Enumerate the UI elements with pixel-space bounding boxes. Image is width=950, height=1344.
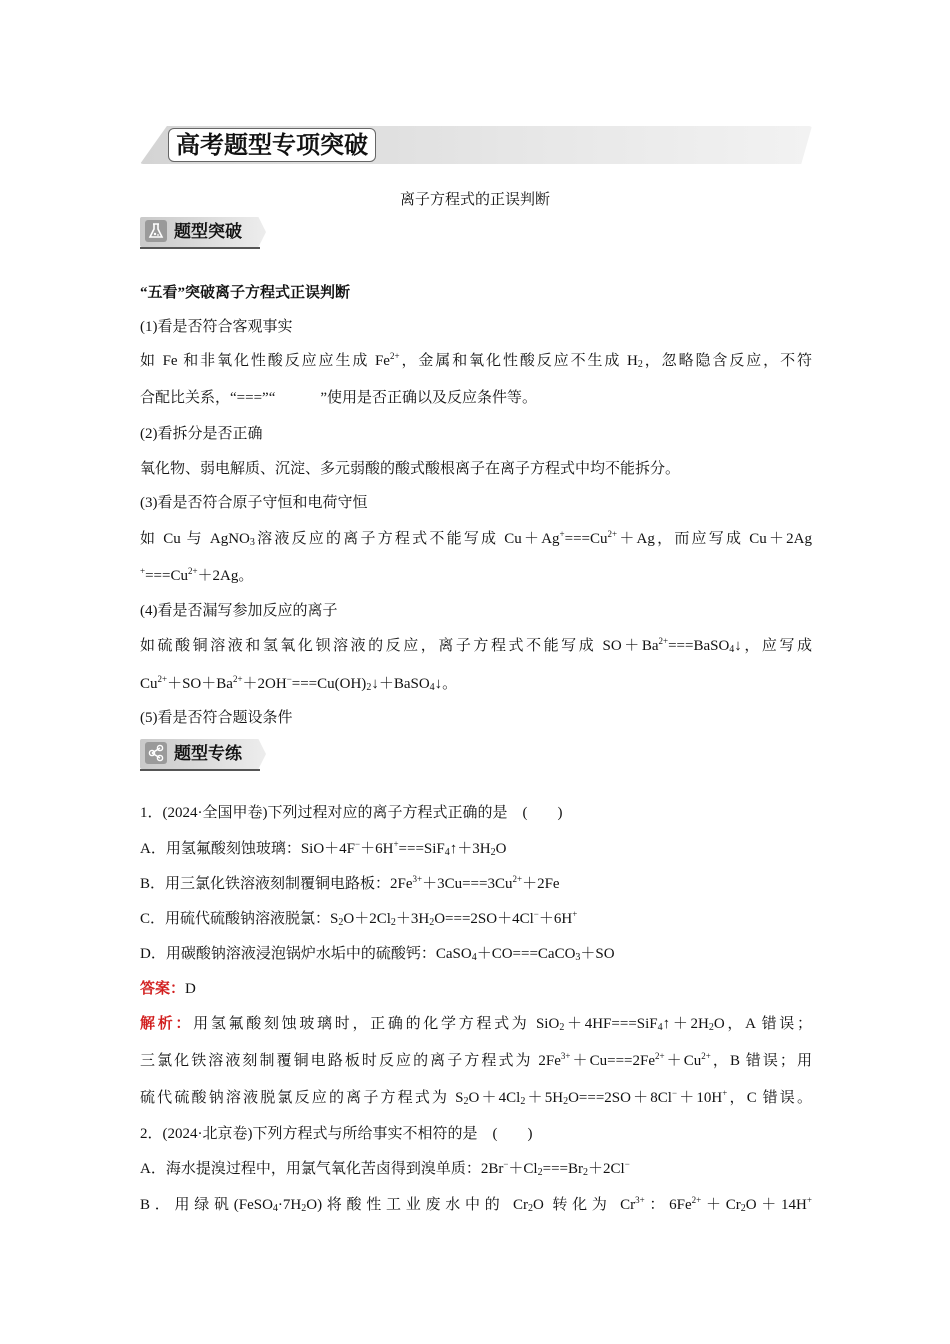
question-1-analysis-line-1: 解析：用氢氟酸刻蚀玻璃时，正确的化学方程式为 $SiO_2+4HF===SiF_4↑+2H_2O$，A 错误； [140,1016,812,1033]
point-4-title: (4)看是否漏写参加反应的离子 [140,603,338,619]
question-1-answer [140,978,812,1000]
answer-label: 答案： [140,981,186,997]
point-3-text-line-1: 如 Cu 与 AgNO$_3$溶液反应的离子方程式不能写成 $Cu+Ag^+===Cu^{2+}+Ag$，而应写成 Cu＋2Ag [140,529,812,548]
question-1-analysis-line-3: 硫代硫酸钠溶液脱氯反应的离子方程式为 $S_2O+4Cl_2+5H_2O===2SO+8Cl^-+10H^+$，C 错误。 [140,1088,812,1107]
section-banner [140,126,812,164]
question-1-analysis-line-2: 三氯化铁溶液刻制覆铜电路板时反应的离子方程式为 $2Fe^{3+}+Cu===2Fe^{2+}+Cu^{2+}$，B 错误；用 [140,1051,812,1069]
point-3-title: (3)看是否符合原子守恒和电荷守恒 [140,495,368,511]
point-1-title: (1)看是否符合客观事实 [140,319,293,335]
question-1-option-a: A．用氢氟酸刻蚀玻璃：$SiO+4F^-+6H^+===SiF_4↑+3H_2O$ [140,839,507,858]
point-1-text-line-2: 合配比关系，“===”“ ”使用是否正确以及反应条件等。 [140,390,538,406]
tag-question-type-breakthrough [140,217,266,247]
question-2-option-b: B．用绿矾$(FeSO_4\cdot 7H_2O)$将酸性工业废水中的 $Cr_2O$ 转化为 $Cr^{3+}$：$6Fe^{2+}+Cr_2O+14H^+$ [140,1195,812,1214]
question-1-stem: 1．(2024·全国甲卷)下列过程对应的离子方程式正确的是 ( ) [140,805,563,821]
point-4-text-line-1: 如硫酸铜溶液和氢氧化钡溶液的反应，离子方程式不能写成 $SO+Ba^{2+}===BaSO_4↓$，应写成 [140,636,812,655]
question-1-option-d: D．用碳酸钠溶液浸泡锅炉水垢中的硫酸钙：CaSO$_4$＋CO===CaCO$_3$＋SO [140,946,615,963]
point-3-text-line-2: $^+===Cu^{2+}+2Ag$。 [140,566,254,584]
point-2-title: (2)看拆分是否正确 [140,426,263,442]
point-2-text: 氧化物、弱电解质、沉淀、多元弱酸的酸式酸根离子在离子方程式中均不能拆分。 [140,461,681,477]
banner-title: 高考题型专项突破 [168,128,376,162]
answer-value: D [185,981,196,997]
section-heading: “五看”突破离子方程式正误判断 [140,285,351,301]
tag-label: 题型专练 [174,744,242,764]
share-nodes-icon [145,742,167,764]
point-5-title: (5)看是否符合题设条件 [140,710,293,726]
page-subtitle: 离子方程式的正误判断 [399,192,550,208]
point-4-text-line-2: $Cu^{2+}+SO+Ba^{2+}+2OH^-===Cu(OH)_2↓+BaSO_4↓$。 [140,674,458,693]
tag-label: 题型突破 [174,222,242,242]
flask-icon [145,220,167,242]
question-2-stem: 2．(2024·北京卷)下列方程式与所给事实不相符的是 ( ) [140,1126,533,1142]
question-2-option-a: A．海水提溴过程中，用氯气氧化苦卤得到溴单质：$2Br^-+Cl_2===Br_2+2Cl^-$ [140,1159,630,1178]
analysis-label: 解析： [140,1016,194,1032]
question-1-option-b: B．用三氯化铁溶液刻制覆铜电路板：$2Fe^{3+}+3Cu===3Cu^{2+}+2Fe$ [140,874,560,892]
point-1-text-line-1: 如 Fe 和非氧化性酸反应应生成 $Fe^{2+}$，金属和氧化性酸反应不生成 $H_2$，忽略隐含反应，不符 [140,351,812,370]
tag-question-type-practice [140,739,266,769]
question-1-option-c: C．用硫代硫酸钠溶液脱氯：$S_2O+2Cl_2+3H_2O===2SO+4Cl^-+6H^+$ [140,909,578,928]
